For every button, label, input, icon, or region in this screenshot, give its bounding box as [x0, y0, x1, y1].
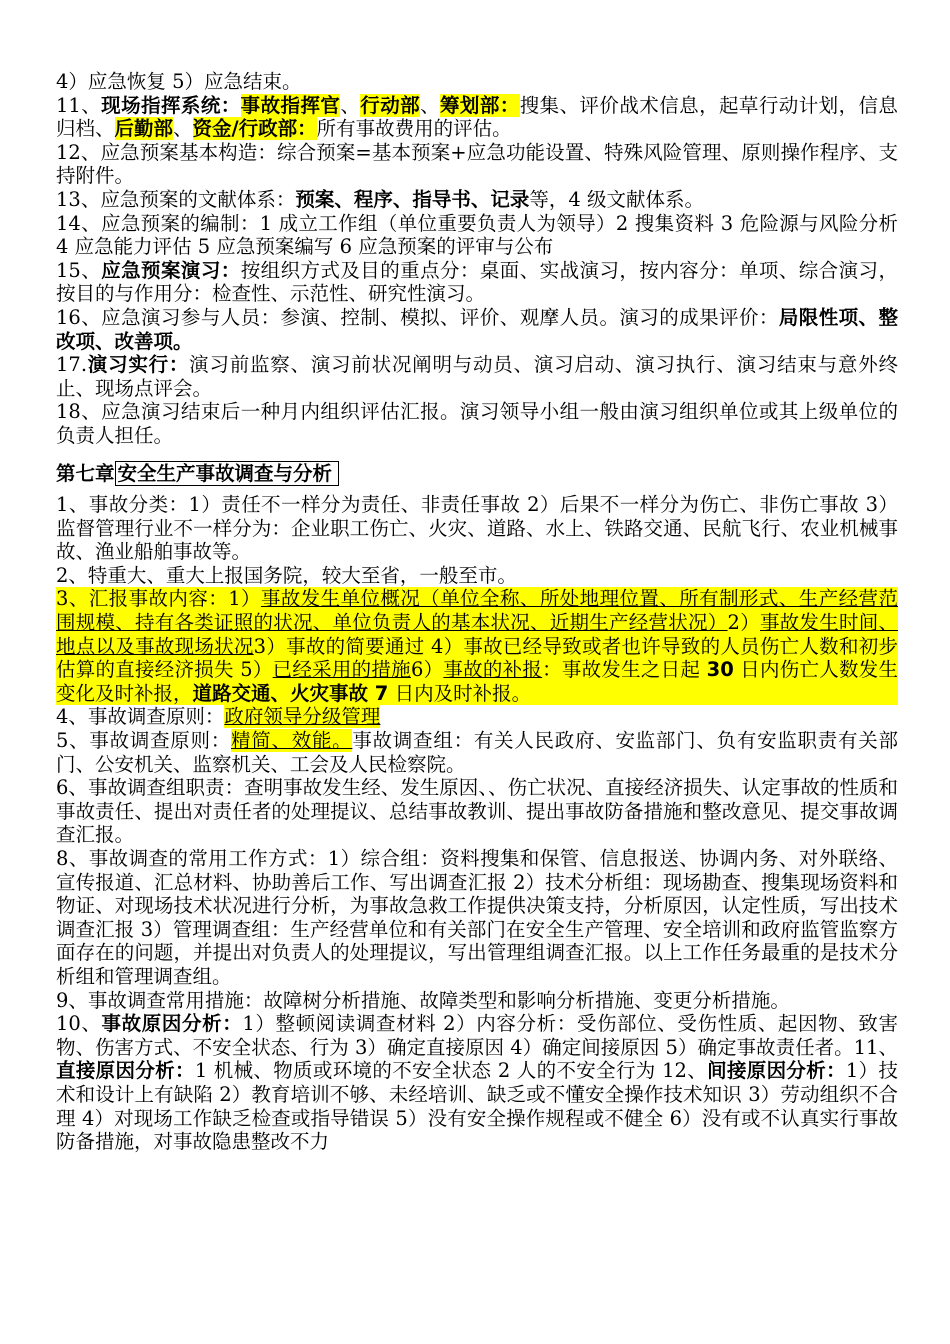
paragraph-item-4-tail: 4）应急恢复 5）应急结束。: [56, 70, 302, 93]
paragraph-item-11: 11、现场指挥系统：事故指挥官、行动部、筹划部：搜集、评价战术信息，起草行动计划，信息归档、后勤部、资金/行政部：所有事故费用的评估。: [56, 93, 898, 141]
paragraph-item-12: 12、应急预案基本构造：综合预案=基本预案+应急功能设置、特殊风险管理、原则操作程序、支持附件。: [56, 140, 898, 188]
underlined-text: 已经采用的措施: [272, 658, 411, 682]
chapter-heading: [56, 462, 898, 486]
paragraph-ch7-5: 5、事故调查原则：精简、效能。事故调查组：有关人民政府、安监部门、负有安监职责有关部门、公安机关、监察机关、工会及人民检察院。: [56, 729, 898, 776]
paragraph-ch7-2: 2、特重大、重大上报国务院，较大至省，一般至市。: [56, 563, 517, 587]
paragraph-item-14: 14、应急预案的编制：1 成立工作组（单位重要负责人为领导）2 搜集资料 3 危险源与风险分析 4 应急能力评估 5 应急预案编写 6 应急预案的评审与公布: [56, 211, 898, 259]
paragraph-ch7-3-highlighted: 3、汇报事故内容：1）事故发生单位概况（单位全称、所处地理位置、所有制形式、生产经营范围规模、持有各类证照的状况、单位负责人的基本状况、近期生产经营状况）2）事故发生时间、地点以及事故现场状况3）事故的简要通过 4）事故已经导致或者也许导致的人员伤亡人数和初步估算的直接经济损失 5）已经采用的措施6）事故的补报：事故发生之日起 30 日内伤亡人数发生变化及时补报，道路交通、火灾事故 7 日内及时补报。: [56, 587, 898, 705]
underlined-text: 事故的补报: [443, 658, 543, 682]
bold-term: 道路交通、火灾事故 7: [192, 681, 389, 705]
underlined-text: 事故发生时间、地点以及事故现场状况: [56, 611, 898, 658]
paragraph-item-16: 16、应急演习参与人员：参演、控制、模拟、评价、观摩人员。演习的成果评价：局限性项、整改项、改善项。: [56, 305, 898, 353]
bold-term: 应急预案演习：: [101, 258, 241, 282]
paragraph-ch7-4: 4、事故调查原则：政府领导分级管理: [56, 705, 381, 729]
highlighted-term: 事故指挥官: [240, 93, 341, 117]
highlighted-term: 后勤部: [114, 117, 174, 141]
underlined-text: 事故发生单位概况（单位全称、所处地理位置、所有制形式、生产经营范围规模、持有各类证照的状况、单位负责人的基本状况、近期生产经营状况）: [56, 587, 898, 635]
bold-term: 现场指挥系统：: [101, 93, 241, 117]
highlighted-term: 筹划部：: [440, 93, 520, 117]
paragraph-item-15: 15、应急预案演习：按组织方式及目的重点分：桌面、实战演习，按内容分：单项、综合演习，按目的与作用分：检查性、示范性、研究性演习。: [56, 258, 898, 306]
bold-term: 直接原因分析：: [56, 1059, 195, 1083]
chapter-number: 第七章: [56, 461, 115, 485]
paragraph-ch7-1: 1、事故分类：1）责任不一样分为责任、非责任事故 2）后果不一样分为伤亡、非伤亡事故 3）监督管理行业不一样分为：企业职工伤亡、火灾、道路、水上、铁路交通、民航飞行、农业机械事故、渔业船舶事故等。: [56, 493, 898, 564]
bold-term: 间接原因分析：: [707, 1059, 846, 1083]
paragraph-ch7-10: 10、事故原因分析：1）整顿阅读调查材料 2）内容分析：受伤部位、受伤性质、起因物、致害物、伤害方式、不安全状态、行为 3）确定直接原因 4）确定间接原因 5）确定事故责任者。11、直接原因分析：1 机械、物质或环境的不安全状态 2 人的不安全行为 12、间接原因分析：1）技术和设计上有缺陷 2）教育培训不够、未经培训、缺乏或不懂安全操作技术知识 3）劳动组织不合理 4）对现场工作缺乏检查或指导错误 5）没有安全操作规程或不健全 6）没有或不认真实行事故防备措施，对事故隐患整改不力: [56, 1012, 898, 1154]
bold-term: 演习实行：: [87, 353, 190, 377]
highlighted-term: 行动部: [360, 93, 421, 117]
bold-term: 预案、程序、指导书、记录: [295, 187, 530, 211]
bold-term: 事故原因分析：: [101, 1012, 243, 1036]
highlighted-term: 资金/行政部：: [192, 117, 317, 141]
paragraph-item-17: 17.演习实行：演习前监察、演习前状况阐明与动员、演习启动、演习执行、演习结束与意外终止、现场点评会。: [56, 353, 898, 400]
highlighted-term: 政府领导分级管理: [224, 705, 381, 729]
document-page: [56, 70, 898, 1154]
bold-term: 局限性项、整改项、改善项。: [56, 305, 898, 353]
paragraph-ch7-8: 8、事故调查的常用工作方式：1）综合组：资料搜集和保管、信息报送、协调内务、对外联络、宣传报道、汇总材料、协助善后工作、写出调查汇报 2）技术分析组：现场勘查、搜集现场资料和物证、对现场技术状况进行分析，为事故急救工作提供决策支持，分析原因，认定性质，写出技术调查汇报 3）管理调查组：生产经营单位和有关部门在安全生产管理、安全培训和政府监管监察方面存在的问题，并提出对负责人的处理提议，写出管理组调查汇报。以上工作任务最重的是技术分析组和管理调查组。: [56, 847, 898, 988]
highlighted-term: 精简、效能。: [231, 729, 353, 753]
paragraph-ch7-9: 9、事故调查常用措施：故障树分析措施、故障类型和影响分析措施、变更分析措施。: [56, 988, 790, 1012]
chapter-title: 安全生产事故调查与分析: [115, 461, 340, 486]
paragraph-item-18: 18、应急演习结束后一种月内组织评估汇报。演习领导小组一般由演习组织单位或其上级单位的负责人担任。: [56, 400, 898, 447]
paragraph-ch7-6: 6、事故调查组职责：查明事故发生经、发生原因、、伤亡状况、直接经济损失、认定事故的性质和事故责任、提出对责任者的处理提议、总结事故教训、提出事故防备措施和整改意见、提交事故调查汇报。: [56, 776, 898, 847]
bold-term: 30: [706, 658, 734, 682]
paragraph-item-13: 13、应急预案的文献体系：预案、程序、指导书、记录等，4 级文献体系。: [56, 187, 704, 211]
